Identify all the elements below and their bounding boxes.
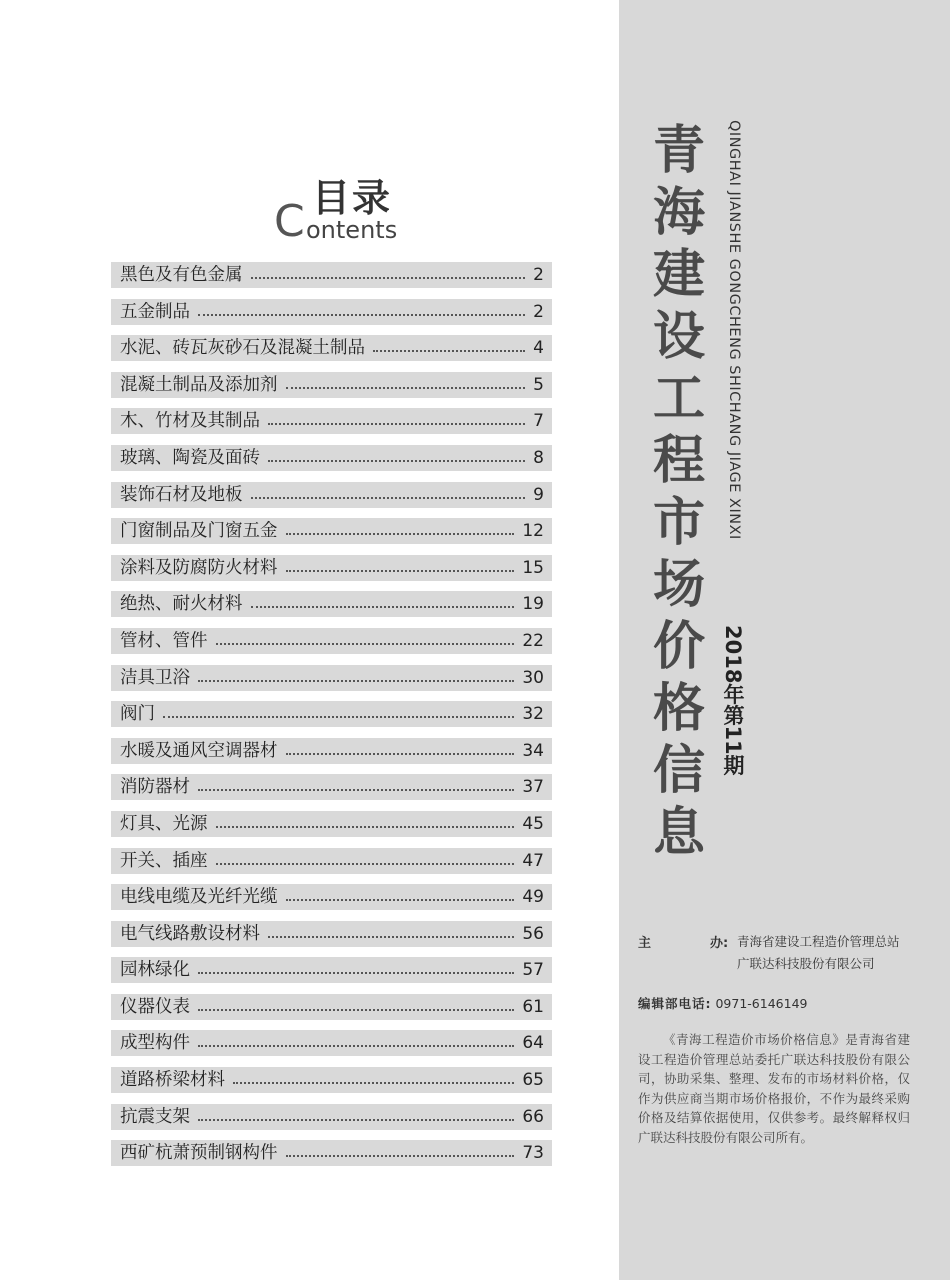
toc-entry bbox=[111, 811, 552, 837]
toc-entry bbox=[111, 665, 552, 691]
phone-label: 编辑部电话: bbox=[638, 996, 712, 1011]
toc-leader-dots bbox=[268, 423, 525, 425]
toc-entry-page: 73 bbox=[522, 1143, 544, 1164]
toc-entry-page: 66 bbox=[522, 1106, 544, 1127]
toc-title-cn: 目录 bbox=[312, 176, 393, 220]
toc-entry-label: 成型构件 bbox=[120, 1033, 190, 1054]
toc-entry-label: 西矿杭萧预制钢构件 bbox=[120, 1143, 278, 1164]
sponsor-label-b: 办: bbox=[710, 936, 729, 951]
toc-entry-label: 水泥、砖瓦灰砂石及混凝土制品 bbox=[120, 338, 365, 359]
toc-leader-dots bbox=[233, 1082, 514, 1084]
toc-entry-page: 4 bbox=[533, 338, 544, 359]
magazine-title-char: 青 bbox=[652, 121, 705, 181]
toc-entry-page: 32 bbox=[522, 704, 544, 725]
magazine-title bbox=[648, 120, 710, 864]
toc-entry-page: 65 bbox=[522, 1070, 544, 1091]
toc-leader-dots bbox=[286, 387, 526, 389]
toc-entry-label: 玻璃、陶瓷及面砖 bbox=[120, 447, 260, 468]
toc-leader-dots bbox=[251, 497, 526, 499]
toc-entry-label: 木、竹材及其制品 bbox=[120, 411, 260, 432]
toc-entry bbox=[111, 555, 552, 581]
toc-entry-label: 道路桥梁材料 bbox=[120, 1070, 225, 1091]
toc-entry-label: 管材、管件 bbox=[120, 630, 208, 651]
toc-entry-label: 仪器仪表 bbox=[120, 996, 190, 1017]
phone-number: 0971-6146149 bbox=[715, 996, 808, 1011]
toc-leader-dots bbox=[198, 789, 514, 791]
toc-entry bbox=[111, 701, 552, 727]
toc-leader-dots bbox=[286, 1155, 515, 1157]
toc-entry bbox=[111, 408, 552, 434]
toc-leader-dots bbox=[251, 277, 526, 279]
toc-entry bbox=[111, 1030, 552, 1056]
toc-entry bbox=[111, 299, 552, 325]
toc-leader-dots bbox=[198, 1009, 514, 1011]
toc-entry bbox=[111, 1140, 552, 1166]
magazine-title-char: 场 bbox=[652, 555, 705, 615]
toc-entry bbox=[111, 957, 552, 983]
magazine-title-char: 设 bbox=[652, 307, 705, 367]
toc-heading bbox=[272, 176, 422, 246]
toc-entry bbox=[111, 1067, 552, 1093]
toc-leader-dots bbox=[216, 826, 515, 828]
sponsor-2: 广联达科技股份有限公司 bbox=[737, 956, 875, 971]
toc-entry-page: 12 bbox=[522, 521, 544, 542]
toc-entry-label: 电气线路敷设材料 bbox=[120, 923, 260, 944]
magazine-title-char: 信 bbox=[652, 741, 705, 801]
magazine-title-char: 格 bbox=[652, 679, 705, 739]
toc-entry-label: 消防器材 bbox=[120, 777, 190, 798]
toc-entry bbox=[111, 445, 552, 471]
magazine-title-char: 价 bbox=[652, 617, 705, 677]
toc-entry-label: 混凝土制品及添加剂 bbox=[120, 374, 278, 395]
toc-entry-page: 37 bbox=[522, 777, 544, 798]
magazine-title-char: 建 bbox=[652, 245, 705, 305]
toc-leader-dots bbox=[286, 533, 515, 535]
toc-entry-page: 49 bbox=[522, 887, 544, 908]
toc-entry-label: 黑色及有色金属 bbox=[120, 265, 243, 285]
toc-leader-dots bbox=[198, 314, 525, 316]
toc-entry-page: 5 bbox=[533, 374, 544, 395]
toc-entry bbox=[111, 518, 552, 544]
toc-entry-label: 五金制品 bbox=[120, 301, 190, 322]
toc-entry-page: 8 bbox=[533, 447, 544, 468]
toc-leader-dots bbox=[198, 1045, 514, 1047]
magazine-title-char: 海 bbox=[652, 183, 705, 243]
magazine-title-char: 程 bbox=[652, 431, 705, 491]
toc-leader-dots bbox=[216, 863, 515, 865]
toc-entry-page: 22 bbox=[522, 630, 544, 651]
toc-leader-dots bbox=[286, 899, 515, 901]
toc-entry bbox=[111, 372, 552, 398]
toc-entry-label: 洁具卫浴 bbox=[120, 667, 190, 688]
toc-entry-page: 7 bbox=[533, 411, 544, 432]
toc-entry-label: 开关、插座 bbox=[120, 850, 208, 871]
editorial-phone bbox=[638, 994, 807, 1012]
toc-entry bbox=[111, 262, 552, 288]
toc-entry-page: 2 bbox=[533, 301, 544, 322]
toc-entry-page: 30 bbox=[522, 667, 544, 688]
toc-entry bbox=[111, 628, 552, 654]
sponsor-1: 青海省建设工程造价管理总站 bbox=[737, 934, 900, 949]
toc-entry-label: 阀门 bbox=[120, 704, 155, 725]
toc-entry bbox=[111, 738, 552, 764]
toc-entry-page: 64 bbox=[522, 1033, 544, 1054]
toc-entry bbox=[111, 591, 552, 617]
toc-entry bbox=[111, 921, 552, 947]
toc-entry-page: 15 bbox=[522, 557, 544, 578]
magazine-title-char: 市 bbox=[652, 493, 705, 553]
toc-title-en-initial: C bbox=[274, 196, 305, 247]
toc-leader-dots bbox=[286, 753, 515, 755]
magazine-title-char: 工 bbox=[652, 369, 705, 429]
toc-leader-dots bbox=[198, 972, 514, 974]
toc-entry-label: 园林绿化 bbox=[120, 960, 190, 981]
toc-entry bbox=[111, 994, 552, 1020]
toc-leader-dots bbox=[216, 643, 515, 645]
toc-entry-page: 34 bbox=[522, 740, 544, 761]
toc-entry-label: 绝热、耐火材料 bbox=[120, 594, 243, 615]
toc-entry-label: 抗震支架 bbox=[120, 1106, 190, 1127]
toc-entry-page: 56 bbox=[522, 923, 544, 944]
disclaimer-text: 《青海工程造价市场价格信息》是青海省建设工程造价管理总站委托广联达科技股份有限公司，协助采集、整理、发布的市场材料价格，仅作为供应商当期市场价格报价，不作为最终采购价格及结算依据使用，仅供参考。最终解释权归广联达科技股份有限公司所有。 bbox=[638, 1032, 910, 1145]
toc-entry-page: 57 bbox=[522, 960, 544, 981]
issue-number: 2018年第11期 bbox=[721, 625, 745, 776]
toc-entry-label: 灯具、光源 bbox=[120, 813, 208, 834]
toc-entry-label: 门窗制品及门窗五金 bbox=[120, 521, 278, 542]
toc-entry bbox=[111, 1104, 552, 1130]
toc-title-en-rest: ontents bbox=[306, 216, 398, 244]
magazine-title-pinyin: QINGHAI JIANSHE GONGCHENG SHICHANG JIAGE XINXI bbox=[726, 120, 742, 540]
toc-leader-dots bbox=[163, 716, 514, 718]
toc-entry bbox=[111, 335, 552, 361]
toc-leader-dots bbox=[268, 460, 525, 462]
toc-entry-label: 装饰石材及地板 bbox=[120, 484, 243, 505]
toc-entry bbox=[111, 482, 552, 508]
toc-entry-label: 电线电缆及光纤光缆 bbox=[120, 887, 278, 908]
toc-entry-page: 9 bbox=[533, 484, 544, 505]
toc-leader-dots bbox=[268, 936, 514, 938]
toc-entry-page: 19 bbox=[522, 594, 544, 615]
toc-leader-dots bbox=[251, 606, 515, 608]
toc-entry bbox=[111, 884, 552, 910]
sponsor-label-a: 主 bbox=[638, 936, 652, 951]
toc-leader-dots bbox=[198, 680, 514, 682]
toc-entry-label: 涂料及防腐防火材料 bbox=[120, 557, 278, 578]
magazine-title-char: 息 bbox=[652, 803, 705, 863]
toc-entry-page: 47 bbox=[522, 850, 544, 871]
toc-entry bbox=[111, 774, 552, 800]
toc-entry-page: 45 bbox=[522, 813, 544, 834]
toc-entry-label: 水暖及通风空调器材 bbox=[120, 740, 278, 761]
toc-entry-page: 2 bbox=[533, 265, 544, 285]
toc-leader-dots bbox=[373, 350, 525, 352]
toc-list bbox=[111, 262, 552, 1177]
toc-leader-dots bbox=[286, 570, 515, 572]
toc-entry-page: 61 bbox=[522, 996, 544, 1017]
toc-entry bbox=[111, 848, 552, 874]
sponsor-block bbox=[638, 932, 918, 971]
toc-leader-dots bbox=[198, 1119, 514, 1121]
